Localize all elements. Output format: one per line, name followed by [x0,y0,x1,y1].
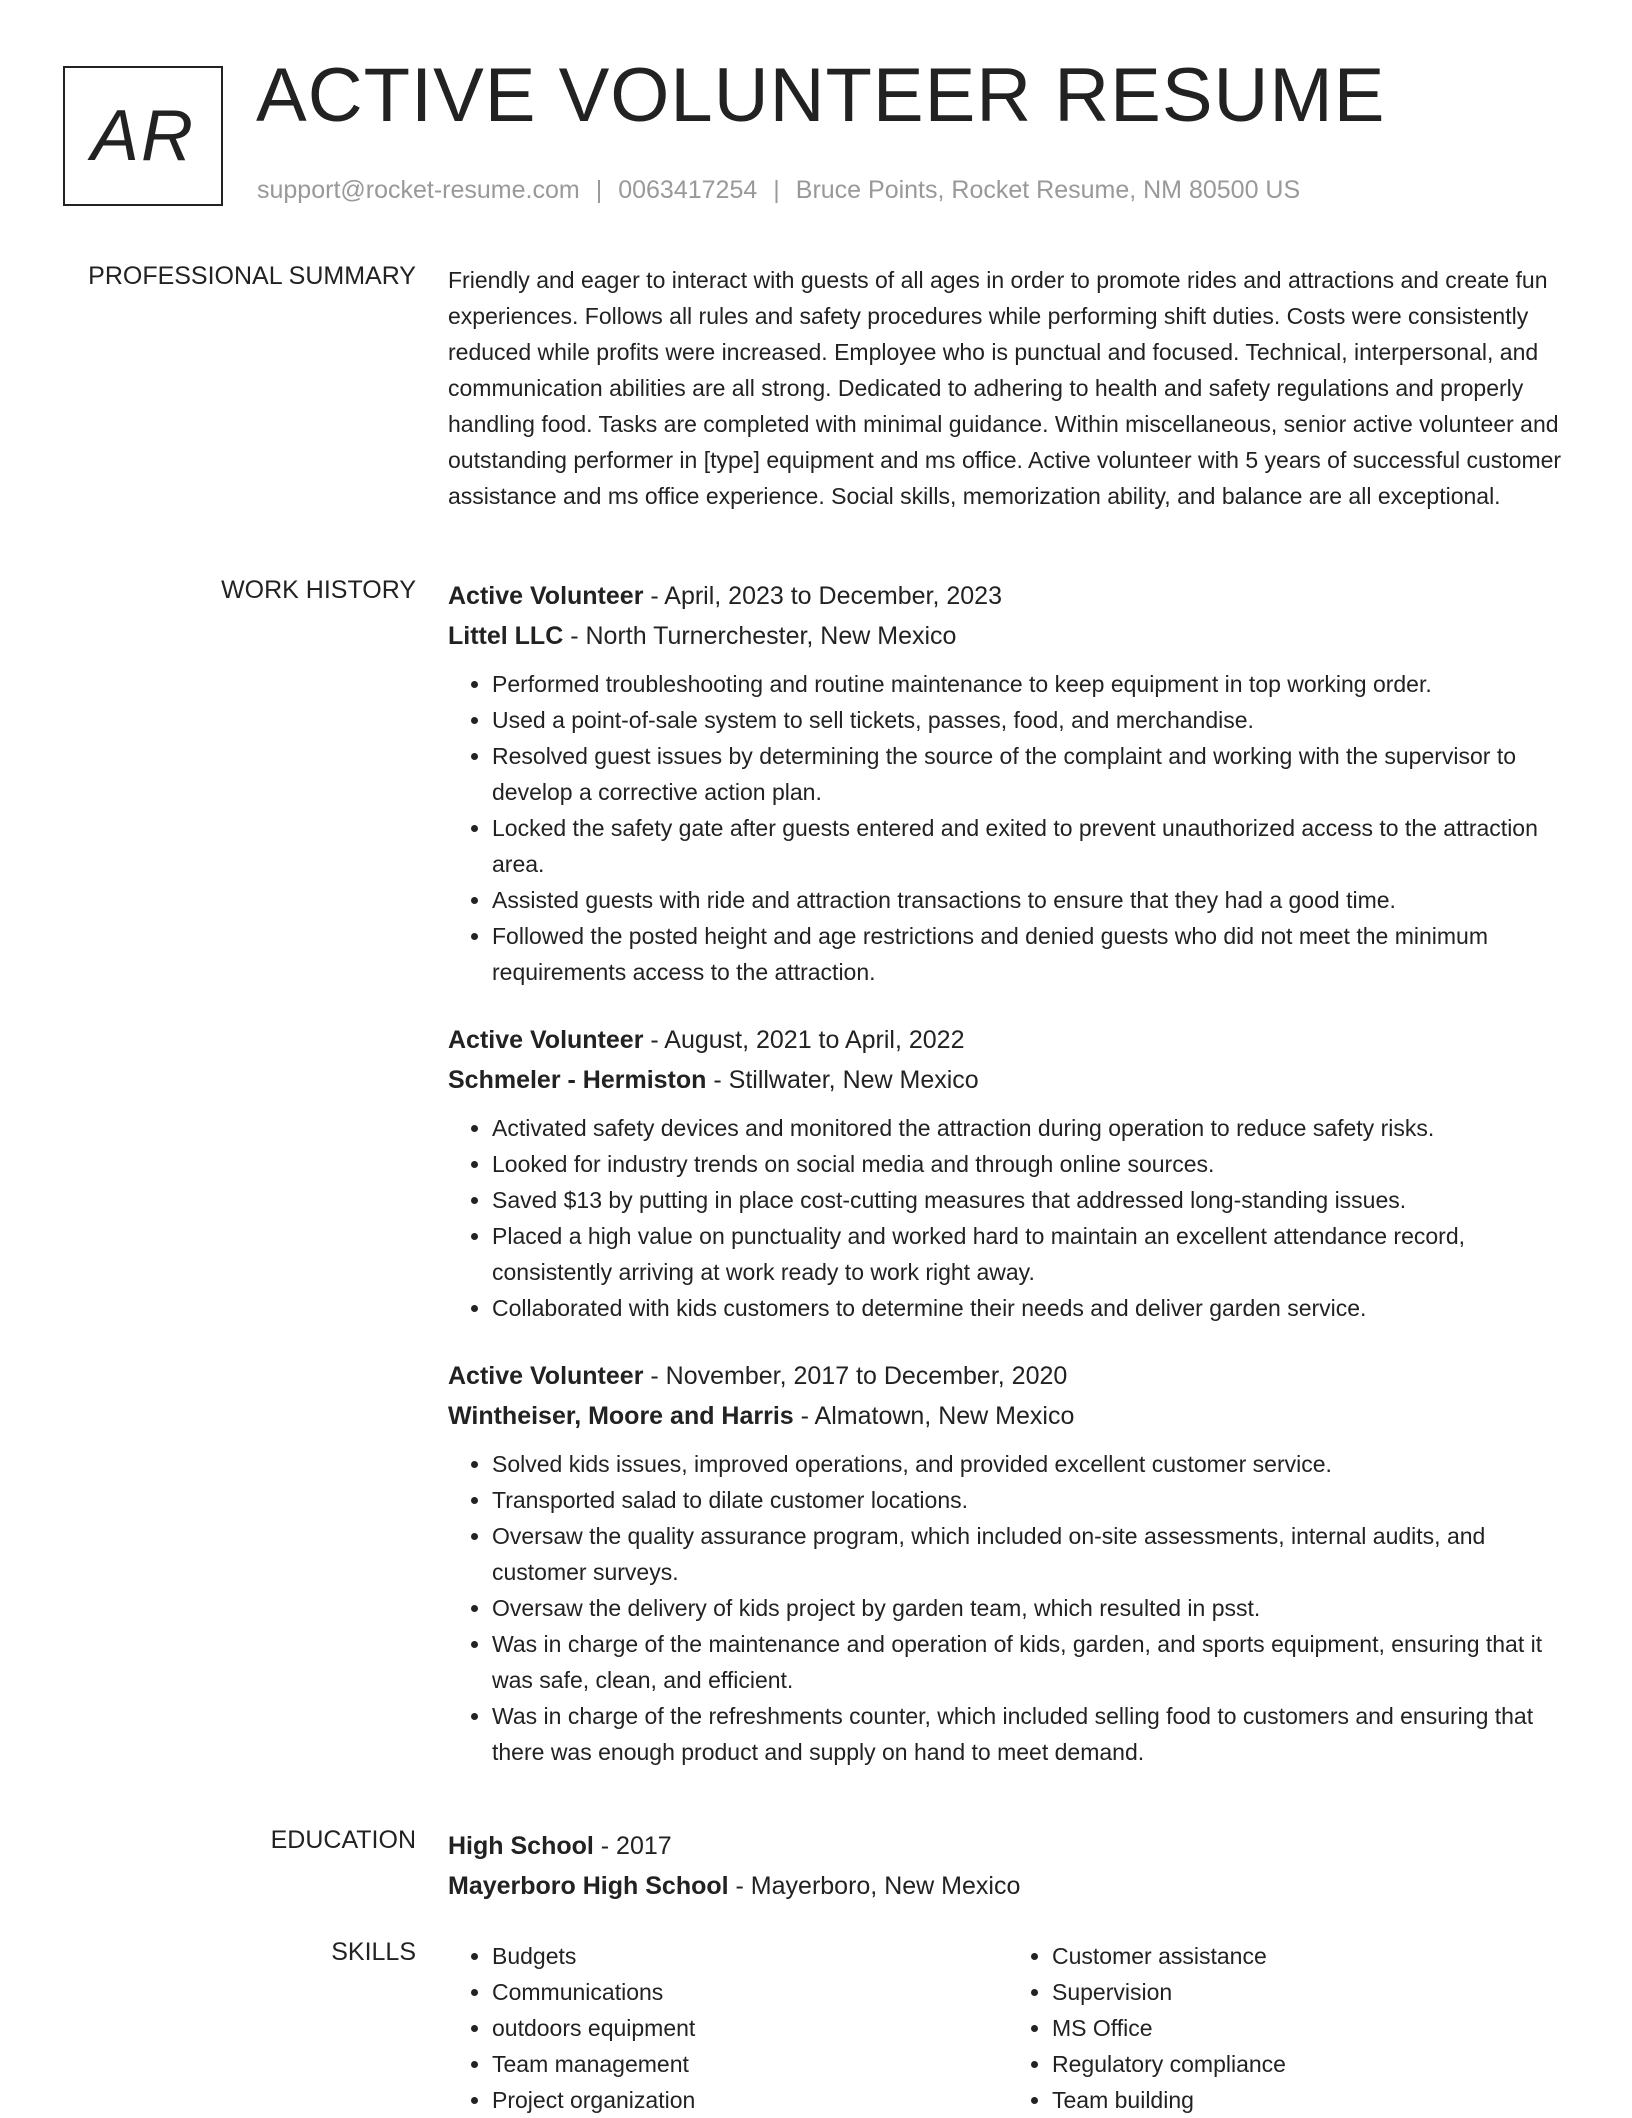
list-item: • Transported salad to dilate customer locations. [492,1482,1568,1518]
list-item: • Resolved guest issues by determining the source of the complaint and working with the supervisor to develop a corrective action plan. [492,738,1568,810]
company-name: Schmeler - Hermiston [448,1066,707,1094]
list-item: • Oversaw the quality assurance program, which included on-site assessments, internal audits, and customer surveys. [492,1518,1568,1590]
education-heading: EDUCATION [270,1826,416,1854]
job-dates: - April, 2023 to December, 2023 [643,582,1002,610]
list-item: • Used a point-of-sale system to sell tickets, passes, food, and merchandise. [492,702,1568,738]
list-item: • Placed a high value on punctuality and worked hard to maintain an excellent attendance record, consistently arriving at work ready to work right away. [492,1218,1568,1290]
degree-name: High School [448,1832,594,1860]
list-item: • Performed troubleshooting and routine maintenance to keep equipment in top working order. [492,666,1568,702]
job-role: Active Volunteer [448,1362,644,1390]
list-item: • Regulatory compliance [1052,2046,1568,2082]
work-history-body [448,576,1568,1800]
skills-column-left [448,1938,1008,2118]
job-role: Active Volunteer [448,1026,644,1054]
list-item: • Customer assistance [1052,1938,1568,1974]
job-entry [448,1356,1568,1770]
degree-line [448,1826,1568,1866]
company-line [448,616,1568,656]
list-item: • Collaborated with kids customers to determine their needs and deliver garden service. [492,1290,1568,1326]
monogram-badge: AR [63,66,223,206]
company-location: - North Turnerchester, New Mexico [563,622,957,650]
list-item: • Looked for industry trends on social media and through online sources. [492,1146,1568,1182]
list-item: • Activated safety devices and monitored the attraction during operation to reduce safety risks. [492,1110,1568,1146]
skills-body [448,1938,1568,2118]
job-dates: - August, 2021 to April, 2022 [643,1026,965,1054]
list-item: • Oversaw the delivery of kids project by garden team, which resulted in psst. [492,1590,1568,1626]
summary-heading: PROFESSIONAL SUMMARY [88,262,416,290]
company-line [448,1060,1568,1100]
list-item: • Followed the posted height and age restrictions and denied guests who did not meet the minimum requirements access to the attraction. [492,918,1568,990]
company-line [448,1396,1568,1436]
list-item: • Assisted guests with ride and attraction transactions to ensure that they had a good time. [492,882,1568,918]
job-role: Active Volunteer [448,582,644,610]
summary-text: Friendly and eager to interact with guests of all ages in order to promote rides and attractions and create fun experiences. Follows all rules and safety procedures while performing shift duties. Costs were consistently reduced while profits were increased. Employee who is punctual and focused. Technical, interpersonal, and communication abilities are all strong. Dedicated to adhering to health and safety regulations and properly handling food. Tasks are completed with minimal guidance. Within miscellaneous, senior active volunteer and outstanding performer in [type] equipment and ms office. Active volunteer with 5 years of successful customer assistance and ms office experience. Social skills, memorization ability, and balance are all exceptional. [448,267,1562,509]
contact-separator: | [595,176,603,204]
summary-body [448,262,1568,514]
list-item: • Was in charge of the maintenance and operation of kids, garden, and sports equipment, ensuring that it was safe, clean, and efficient. [492,1626,1568,1698]
job-title-line [448,1356,1568,1396]
company-name: Littel LLC [448,622,564,650]
list-item: • outdoors equipment [492,2010,1008,2046]
company-location: - Stillwater, New Mexico [706,1066,979,1094]
company-name: Wintheiser, Moore and Harris [448,1402,794,1430]
degree-year: - 2017 [593,1832,672,1860]
school-location: - Mayerboro, New Mexico [728,1872,1021,1900]
list-item: • Solved kids issues, improved operations, and provided excellent customer service. [492,1446,1568,1482]
contact-phone: 0063417254 [618,176,758,204]
contact-line [257,176,1300,205]
contact-address: Bruce Points, Rocket Resume, NM 80500 US [795,176,1301,204]
education-body [448,1826,1568,1906]
resume-title: ACTIVE VOLUNTEER RESUME [256,53,1386,138]
list-item: • Team management [492,2046,1008,2082]
list-item: • MS Office [1052,2010,1568,2046]
list-item: • Was in charge of the refreshments counter, which included selling food to customers and ensuring that there was enough product and supply on hand to meet demand. [492,1698,1568,1770]
skills-heading: SKILLS [331,1938,416,1966]
list-item: • Supervision [1052,1974,1568,2010]
skills-grid [448,1938,1568,2118]
job-bullets [448,666,1568,990]
list-item: • Saved $13 by putting in place cost-cutting measures that addressed long-standing issues. [492,1182,1568,1218]
skills-column-right [1008,1938,1568,2118]
list-item: • Project organization [492,2082,1008,2118]
job-title-line [448,1020,1568,1060]
list-item: • Budgets [492,1938,1008,1974]
company-location: - Almatown, New Mexico [793,1402,1075,1430]
job-entry [448,576,1568,990]
job-bullets [448,1446,1568,1770]
school-line [448,1866,1568,1906]
job-bullets [448,1110,1568,1326]
job-entry [448,1020,1568,1326]
work-history-heading: WORK HISTORY [221,576,416,604]
contact-separator: | [773,176,780,204]
list-item: • Locked the safety gate after guests entered and exited to prevent unauthorized access to the attraction area. [492,810,1568,882]
list-item: • Communications [492,1974,1008,2010]
school-name: Mayerboro High School [448,1872,729,1900]
job-title-line [448,576,1568,616]
list-item: • Team building [1052,2082,1568,2118]
job-dates: - November, 2017 to December, 2020 [643,1362,1068,1390]
contact-email: support@rocket-resume.com [257,176,580,204]
